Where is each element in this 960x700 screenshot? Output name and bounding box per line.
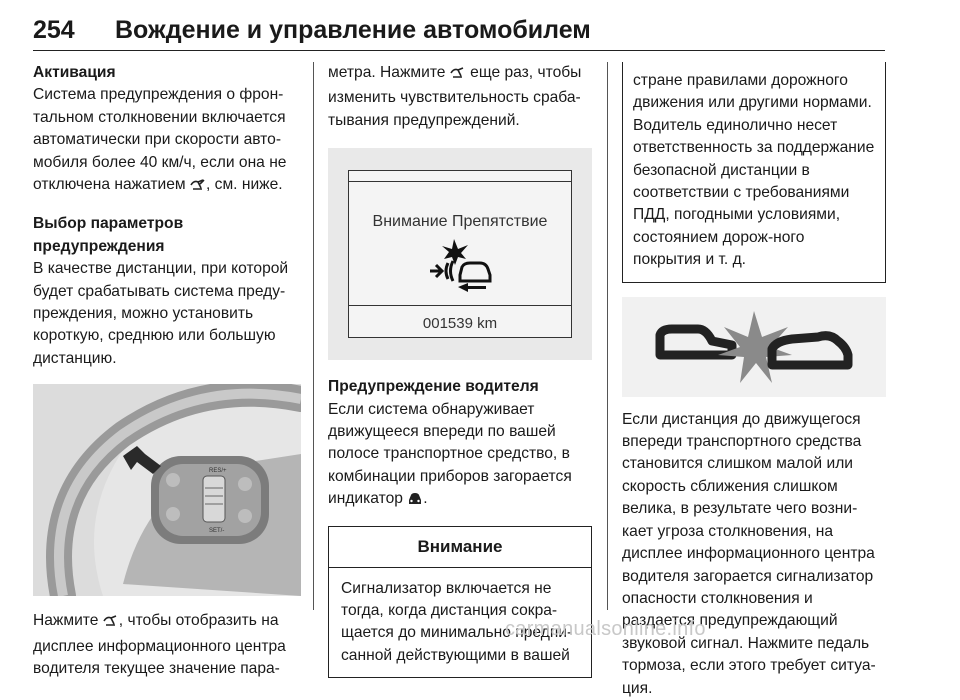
collision-alert-button-icon xyxy=(103,613,119,635)
column-2 xyxy=(328,62,592,678)
odometer-readout: 001539 km xyxy=(422,315,498,333)
driver-display xyxy=(348,170,572,338)
column-3 xyxy=(622,62,886,700)
res-label: RES/+ xyxy=(209,468,227,475)
column-1 xyxy=(33,62,301,681)
collision-illustration xyxy=(622,297,886,397)
page-title: Вождение и управление автомобилем xyxy=(115,16,591,44)
collision-warning-icon xyxy=(428,237,494,293)
notice-body-continued: стране правилами дорожного движения или другими нормами. Водитель единолично несет ответственность за поддержание безопасной дистанции в соответствии с требованиями ПДД, погодными условиями, состоянием дорож-ного покрытия и т. д. xyxy=(633,72,875,269)
page-header xyxy=(33,16,885,51)
notice-body: Сигнализатор включается не тогда, когда дистанция сокра-щается до минимально предпи-санной действующими в вашей xyxy=(341,579,573,664)
section-heading-driver-warning: Предупреждение водителя xyxy=(328,378,539,396)
collision-alert-button-icon xyxy=(190,177,206,199)
paragraph: Если система обнаруживает движущееся впереди по вашей полосе транспортное средство, в комбинации приборов загорается индикатор . xyxy=(328,399,592,514)
paragraph: Нажмите , чтобы отобразить на дисплее информационного центра водителя текущее значение пара- xyxy=(33,612,286,678)
paragraph: Система предупреждения о фрон-тальном столкновении включается автоматически при скорости авто-мобиля более 40 км/ч, если она не отключена нажатием , см. ниже. xyxy=(33,84,301,199)
steering-wheel-image xyxy=(33,384,301,596)
paragraph: Если дистанция до движущегося впереди транспортного средства становится слишком малой или скорость сближения слишком велика, в результате чего возни-кает угроза столкновения, на дисплее информационного центра водителя загорается сигнализатор опасности столкновения и раздается предупреждающий звуковой сигнал. Нажмите педаль тормоза, если этого требует ситуа-ция. xyxy=(622,410,876,697)
notice-box-continued xyxy=(622,62,886,283)
watermark: carmanualsonline.info xyxy=(505,618,706,640)
notice-box xyxy=(328,526,592,679)
display-title: Внимание Препятствие xyxy=(372,213,548,231)
set-label: SET/- xyxy=(209,528,225,535)
section-heading-settings: Выбор параметров предупреждения xyxy=(33,215,184,255)
paragraph: метра. Нажмите еще раз, чтобы изменить чувствительность сраба-тывания предупреждений. xyxy=(328,64,582,129)
column-divider xyxy=(313,62,314,610)
collision-alert-button-icon xyxy=(450,65,466,87)
column-divider xyxy=(607,62,608,610)
page-number: 254 xyxy=(33,16,75,44)
paragraph: В качестве дистанции, при которой будет срабатывать система преду-преждения, можно установить короткую, среднюю или большую дистанцию. xyxy=(33,260,289,367)
driver-display-illustration xyxy=(328,148,592,360)
vehicle-ahead-indicator-icon xyxy=(407,491,423,513)
notice-title: Внимание xyxy=(329,527,591,568)
steering-wheel-illustration xyxy=(33,384,301,596)
section-heading-activation: Активация xyxy=(33,64,116,81)
